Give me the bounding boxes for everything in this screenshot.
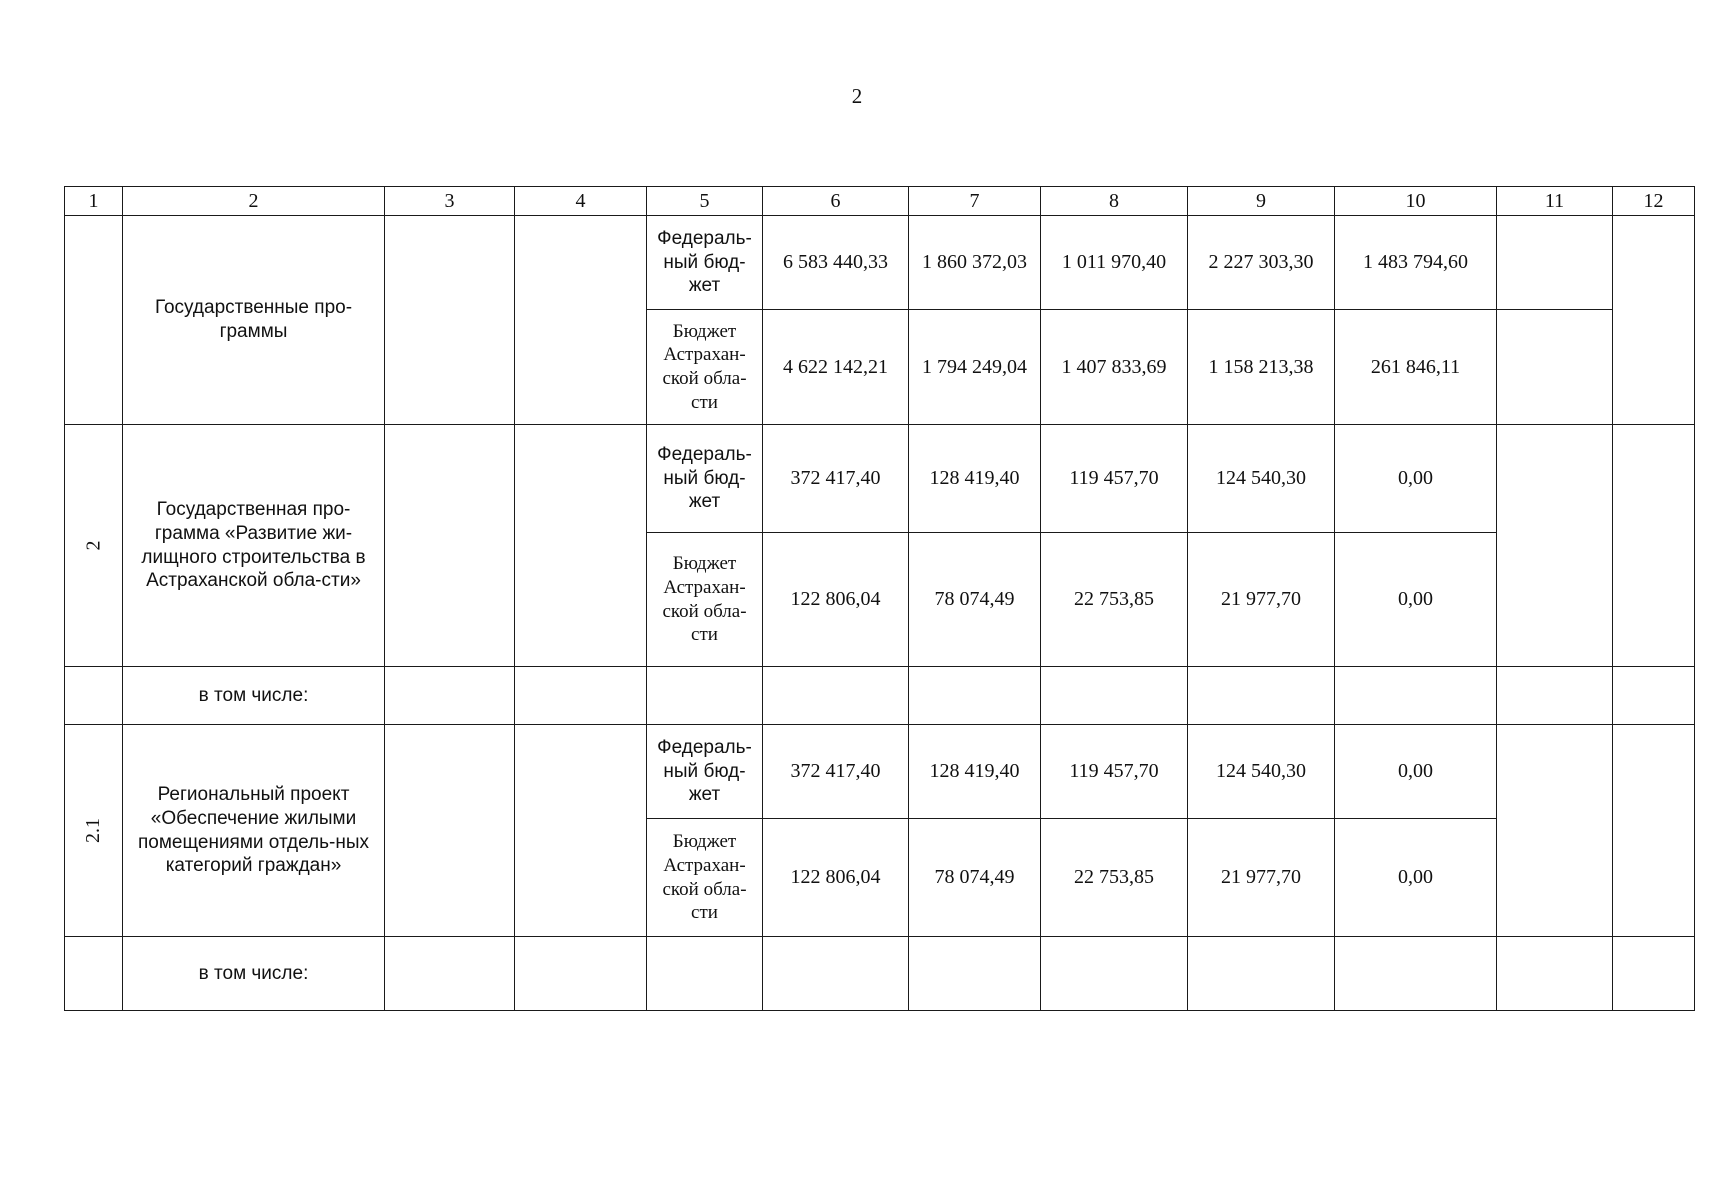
value-cell: 124 540,30 — [1188, 725, 1335, 819]
program-name-cell: Региональный проект «Обеспечение жилыми помещениями отдель-ных категорий граждан» — [123, 725, 385, 937]
funding-source-cell: Федераль-ный бюд-жет — [647, 425, 763, 533]
value-cell: 1 407 833,69 — [1041, 310, 1188, 425]
empty-cell — [1497, 310, 1613, 425]
empty-cell — [647, 937, 763, 1011]
empty-cell — [515, 425, 647, 667]
empty-cell — [385, 725, 515, 937]
program-name-cell: Государственная про-грамма «Развитие жи-лищного строительства в Астраханской обла-сти» — [123, 425, 385, 667]
row-index-cell: 2.1 — [65, 725, 123, 937]
empty-cell — [1497, 667, 1613, 725]
empty-cell — [1041, 667, 1188, 725]
empty-cell — [1613, 216, 1695, 425]
empty-cell — [385, 937, 515, 1011]
column-header: 11 — [1497, 187, 1613, 216]
empty-cell — [385, 425, 515, 667]
value-cell: 78 074,49 — [909, 819, 1041, 937]
empty-cell — [909, 937, 1041, 1011]
funding-source-cell: Федераль-ный бюд-жет — [647, 216, 763, 310]
column-header: 9 — [1188, 187, 1335, 216]
value-cell: 4 622 142,21 — [763, 310, 909, 425]
empty-cell — [647, 667, 763, 725]
empty-cell — [1335, 937, 1497, 1011]
value-cell: 122 806,04 — [763, 533, 909, 667]
value-cell: 1 158 213,38 — [1188, 310, 1335, 425]
value-cell: 1 483 794,60 — [1335, 216, 1497, 310]
value-cell: 261 846,11 — [1335, 310, 1497, 425]
value-cell: 372 417,40 — [763, 725, 909, 819]
column-header: 6 — [763, 187, 909, 216]
value-cell: 22 753,85 — [1041, 533, 1188, 667]
empty-cell — [515, 937, 647, 1011]
value-cell: 0,00 — [1335, 819, 1497, 937]
empty-cell — [1613, 425, 1695, 667]
value-cell: 22 753,85 — [1041, 819, 1188, 937]
column-header: 2 — [123, 187, 385, 216]
column-header: 8 — [1041, 187, 1188, 216]
empty-cell — [1497, 725, 1613, 937]
value-cell: 21 977,70 — [1188, 533, 1335, 667]
funding-source-cell: Бюджет Астрахан-ской обла-сти — [647, 310, 763, 425]
value-cell: 128 419,40 — [909, 425, 1041, 533]
empty-cell — [385, 216, 515, 425]
empty-cell — [65, 937, 123, 1011]
column-header: 7 — [909, 187, 1041, 216]
empty-cell — [1613, 725, 1695, 937]
empty-cell — [1613, 937, 1695, 1011]
column-header: 3 — [385, 187, 515, 216]
empty-cell — [1497, 216, 1613, 310]
empty-cell — [1188, 667, 1335, 725]
value-cell: 78 074,49 — [909, 533, 1041, 667]
value-cell: 372 417,40 — [763, 425, 909, 533]
value-cell: 1 794 249,04 — [909, 310, 1041, 425]
value-cell: 0,00 — [1335, 425, 1497, 533]
funding-source-cell: Бюджет Астрахан-ской обла-сти — [647, 819, 763, 937]
empty-cell — [1041, 937, 1188, 1011]
empty-cell — [1188, 937, 1335, 1011]
row-index-cell — [65, 216, 123, 425]
value-cell: 122 806,04 — [763, 819, 909, 937]
value-cell: 0,00 — [1335, 725, 1497, 819]
subtotal-label: в том числе: — [123, 937, 385, 1011]
value-cell: 119 457,70 — [1041, 425, 1188, 533]
table-row — [65, 216, 1695, 310]
funding-source-cell: Бюджет Астрахан-ской обла-сти — [647, 533, 763, 667]
budget-table — [64, 186, 1695, 1011]
value-cell: 119 457,70 — [1041, 725, 1188, 819]
program-name-cell: Государственные про-граммы — [123, 216, 385, 425]
column-header: 10 — [1335, 187, 1497, 216]
column-header: 1 — [65, 187, 123, 216]
funding-source-cell: Федераль-ный бюд-жет — [647, 725, 763, 819]
value-cell: 0,00 — [1335, 533, 1497, 667]
empty-cell — [515, 667, 647, 725]
value-cell: 128 419,40 — [909, 725, 1041, 819]
table-row — [65, 667, 1695, 725]
empty-cell — [1497, 425, 1613, 667]
column-number-row — [65, 187, 1695, 216]
value-cell: 21 977,70 — [1188, 819, 1335, 937]
empty-cell — [65, 667, 123, 725]
empty-cell — [1335, 667, 1497, 725]
empty-cell — [763, 937, 909, 1011]
empty-cell — [1497, 937, 1613, 1011]
empty-cell — [909, 667, 1041, 725]
page-number: 2 — [851, 84, 863, 108]
column-header: 5 — [647, 187, 763, 216]
table-row — [65, 937, 1695, 1011]
column-header: 4 — [515, 187, 647, 216]
column-header: 12 — [1613, 187, 1695, 216]
row-index-cell: 2 — [65, 425, 123, 667]
value-cell: 1 860 372,03 — [909, 216, 1041, 310]
empty-cell — [1613, 667, 1695, 725]
value-cell: 2 227 303,30 — [1188, 216, 1335, 310]
subtotal-label: в том числе: — [123, 667, 385, 725]
table-row — [65, 425, 1695, 533]
table-row — [65, 725, 1695, 819]
empty-cell — [515, 216, 647, 425]
empty-cell — [515, 725, 647, 937]
empty-cell — [763, 667, 909, 725]
value-cell: 6 583 440,33 — [763, 216, 909, 310]
empty-cell — [385, 667, 515, 725]
value-cell: 124 540,30 — [1188, 425, 1335, 533]
value-cell: 1 011 970,40 — [1041, 216, 1188, 310]
